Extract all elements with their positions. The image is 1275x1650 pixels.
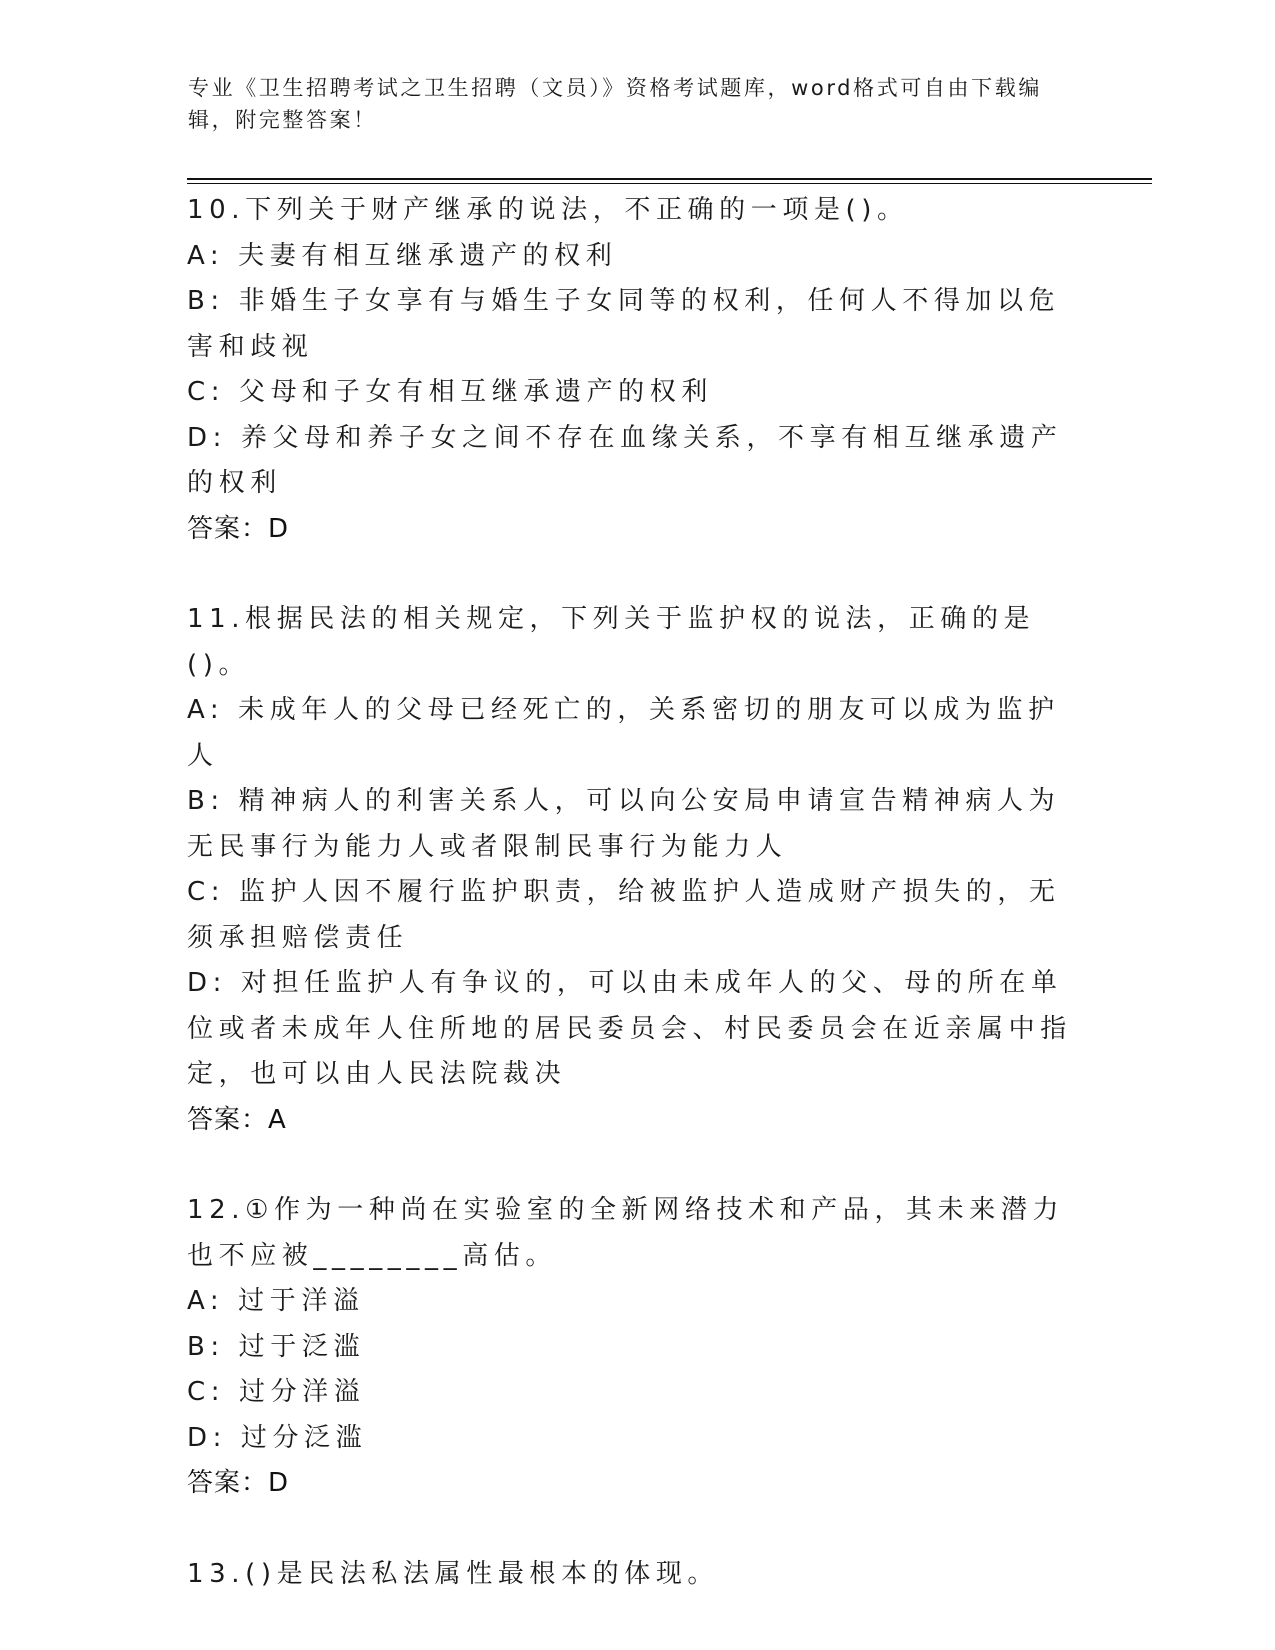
header-divider-thick [187, 178, 1152, 180]
option-d: D: 养父母和养子女之间不存在血缘关系，不享有相互继承遗产的权利 [187, 422, 1063, 498]
answer-label: 答案：A [187, 1104, 287, 1135]
option-a: A: 夫妻有相互继承遗产的权利 [187, 240, 618, 271]
question-stem: 13.()是民法私法属性最根本的体现。 [187, 1558, 720, 1589]
option-a: A: 过于洋溢 [187, 1286, 365, 1316]
question-stem: 10.下列关于财产继承的说法，不正确的一项是()。 [187, 195, 909, 225]
answer-label: 答案：D [187, 513, 290, 544]
option-c: C: 父母和子女有相互继承遗产的权利 [187, 377, 713, 407]
option-b: B: 过于泛滥 [187, 1331, 366, 1362]
option-c: C: 过分洋溢 [187, 1377, 366, 1407]
question-11 [187, 597, 1087, 1143]
option-c: C: 监护人因不履行监护职责，给被监护人造成财产损失的，无须承担赔偿责任 [187, 877, 1061, 953]
question-10 [187, 188, 1087, 552]
option-a: A: 未成年人的父母已经死亡的，关系密切的朋友可以成为监护人 [187, 695, 1060, 771]
question-12 [187, 1188, 1087, 1507]
option-d: D: 对担任监护人有争议的，可以由未成年人的父、母的所在单位或者未成年人住所地的居民委员会、村民委员会在近亲属中指定，也可以由人民法院裁决 [187, 968, 1072, 1089]
question-stem: 12.①作为一种尚在实验室的全新网络技术和产品，其未来潜力也不应被________高估。 [187, 1195, 1065, 1271]
header-divider-thin [187, 183, 1152, 184]
option-b: B: 精神病人的利害关系人，可以向公安局申请宣告精神病人为无民事行为能力人或者限制民事行为能力人 [187, 786, 1061, 862]
question-13 [187, 1552, 1087, 1598]
question-list [187, 188, 1087, 1642]
option-b: B: 非婚生子女享有与婚生子女同等的权利，任何人不得加以危害和歧视 [187, 286, 1061, 362]
answer-label: 答案：D [187, 1468, 290, 1498]
option-d: D: 过分泛滥 [187, 1422, 368, 1453]
question-stem: 11.根据民法的相关规定，下列关于监护权的说法，正确的是()。 [187, 604, 1036, 680]
document-header: 专业《卫生招聘考试之卫生招聘（文员）》资格考试题库，word格式可自由下载编辑，附完整答案！ [188, 76, 1042, 132]
